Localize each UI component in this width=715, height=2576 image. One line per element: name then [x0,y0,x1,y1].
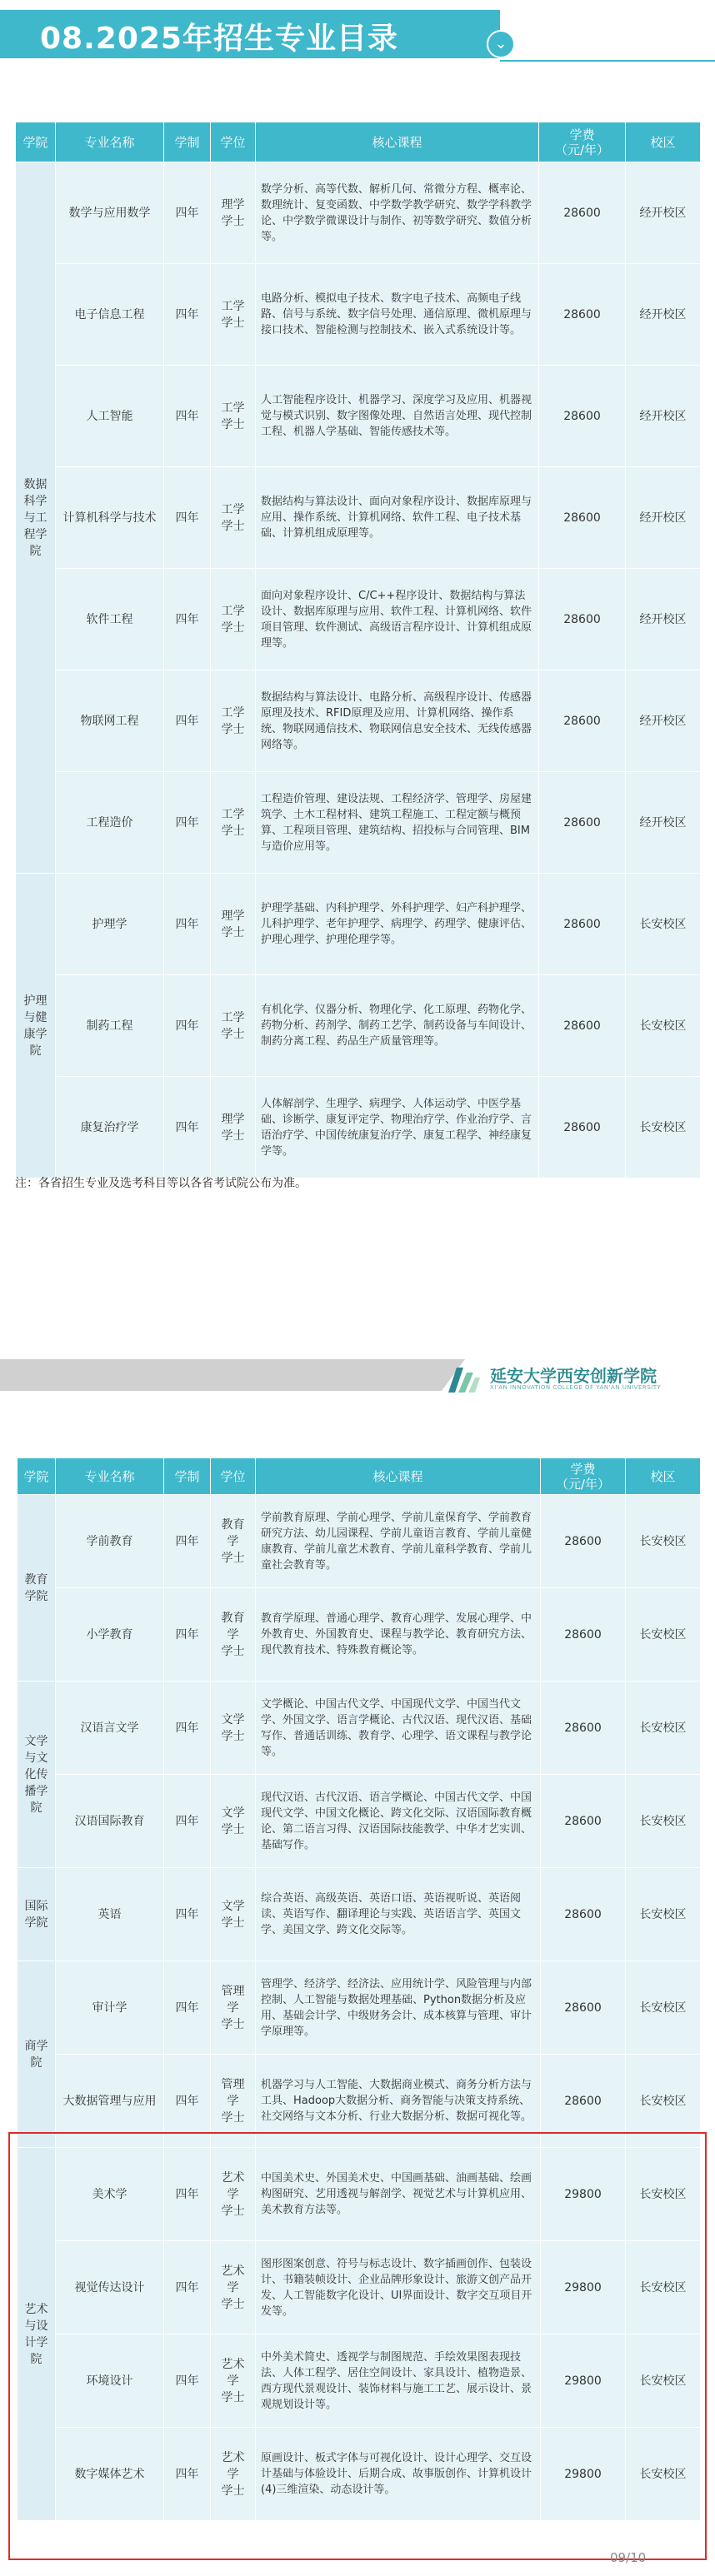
degree-cell: 艺术学 学士 [211,2148,256,2241]
campus-cell: 经开校区 [626,772,701,874]
header-degree: 学位 [211,122,256,162]
duration-cell: 四年 [164,1495,211,1588]
duration-cell: 四年 [164,874,211,975]
degree-cell: 理学 学士 [211,162,256,264]
degree-cell: 艺术学 学士 [211,2428,256,2521]
table-row [16,264,701,366]
core-courses-cell: 教育学原理、普通心理学、教育心理学、发展心理学、中外教育史、外国教育史、课程与教学论、教育研究方法、现代教育技术、特殊教育概论等。 [256,1588,541,1682]
fee-cell: 28600 [541,1775,626,1868]
chevron-down-icon: ⌄ [487,30,515,58]
college-cell: 教育学院 [18,1495,56,1682]
campus-cell: 长安校区 [626,1077,701,1178]
table-row [18,1961,701,2055]
duration-cell: 四年 [164,1775,211,1868]
duration-cell: 四年 [164,2148,211,2241]
fee-cell: 28600 [541,1868,626,1961]
header-major: 专业名称 [56,1458,164,1495]
header-duration: 学制 [164,1458,211,1495]
college-cell: 商学院 [18,1961,56,2148]
major-cell: 人工智能 [56,366,164,467]
campus-cell: 长安校区 [626,1868,701,1961]
fee-cell: 29800 [541,2334,626,2428]
fee-cell: 28600 [539,1077,626,1178]
logo-text: 延安大学西安创新学院 [490,1366,657,1386]
core-courses-cell: 管理学、经济学、经济法、应用统计学、风险管理与内部控制、人工智能与数据处理基础、Python数据分析及应用、基础会计学、中级财务会计、成本核算与管理、审计学原理等。 [256,1961,541,2055]
degree-cell: 理学 学士 [211,1077,256,1178]
campus-cell: 长安校区 [626,1775,701,1868]
major-cell: 计算机科学与技术 [56,467,164,569]
college-cell: 文学与文化传播学院 [18,1682,56,1868]
fee-cell: 29800 [541,2428,626,2521]
degree-cell: 工学 学士 [211,670,256,772]
campus-cell: 长安校区 [626,2055,701,2148]
duration-cell: 四年 [164,1961,211,2055]
major-cell: 视觉传达设计 [56,2241,164,2334]
table-row [16,670,701,772]
table-row [18,1495,701,1588]
fee-cell: 28600 [539,670,626,772]
highlight-box [8,2132,707,2560]
core-courses-cell: 学前教育原理、学前心理学、学前儿童保育学、学前教育研究方法、幼儿园课程、学前儿童语言教育、学前儿童健康教育、学前儿童艺术教育、学前儿童科学教育、学前儿童社会教育等。 [256,1495,541,1588]
header-core: 核心课程 [256,122,539,162]
fee-cell: 28600 [541,2055,626,2148]
fee-cell: 28600 [541,1682,626,1775]
core-courses-cell: 中国美术史、外国美术史、中国画基础、油画基础、绘画构图研究、艺用透视与解剖学、视觉艺术与计算机应用、美术教育方法等。 [256,2148,541,2241]
major-cell: 美术学 [56,2148,164,2241]
table-row [16,366,701,467]
major-cell: 制药工程 [56,975,164,1077]
table-row [16,1077,701,1178]
campus-cell: 经开校区 [626,467,701,569]
page-number: 09/10 [610,2550,647,2565]
major-cell: 审计学 [56,1961,164,2055]
major-cell: 数字媒体艺术 [56,2428,164,2521]
header-campus: 校区 [626,1458,701,1495]
fee-cell: 28600 [539,467,626,569]
core-courses-cell: 电路分析、模拟电子技术、数字电子技术、高频电子线路、信号与系统、数字信号处理、通信原理、微机原理与接口技术、智能检测与控制技术、嵌入式系统设计等。 [256,264,539,366]
core-courses-cell: 图形图案创意、符号与标志设计、数字插画创作、包装设计、书籍装帧设计、企业品牌形象设计、旅游文创产品开发、人工智能数字化设计、UI界面设计、数字交互项目开发等。 [256,2241,541,2334]
header-core: 核心课程 [256,1458,541,1495]
duration-cell: 四年 [164,467,211,569]
campus-cell: 长安校区 [626,2241,701,2334]
header-fee: 学费 （元/年） [541,1458,626,1495]
major-cell: 小学教育 [56,1588,164,1682]
header-college: 学院 [18,1458,56,1495]
fee-cell: 28600 [541,1961,626,2055]
duration-cell: 四年 [164,1682,211,1775]
core-courses-cell: 数据结构与算法设计、电路分析、高级程序设计、传感器原理及技术、RFID原理及应用、计算机网络、操作系统、物联网通信技术、物联网信息安全技术、无线传感器网络等。 [256,670,539,772]
header-rule [500,60,715,62]
degree-cell: 教育学 学士 [211,1588,256,1682]
campus-cell: 经开校区 [626,264,701,366]
logo-mark-icon [447,1364,480,1394]
campus-cell: 经开校区 [626,366,701,467]
table-row [16,569,701,670]
header-fee: 学费 （元/年） [539,122,626,162]
header-campus: 校区 [626,122,701,162]
duration-cell: 四年 [164,2428,211,2521]
college-logo [447,1361,697,1398]
campus-cell: 长安校区 [626,1588,701,1682]
duration-cell: 四年 [164,2055,211,2148]
college-cell: 数据科学与工程学院 [16,162,56,874]
core-courses-cell: 文学概论、中国古代文学、中国现代文学、中国当代文学、外国文学、语言学概论、古代汉语、现代汉语、基础写作、普通话训练、教育学、心理学、语文课程与教学论等。 [256,1682,541,1775]
core-courses-cell: 原画设计、板式字体与可视化设计、设计心理学、交互设计基础与体验设计、后期合成、故事版创作、计算机设计(4)三维渲染、动态设计等。 [256,2428,541,2521]
fee-cell: 29800 [541,2241,626,2334]
campus-cell: 长安校区 [626,2334,701,2428]
degree-cell: 工学 学士 [211,569,256,670]
major-cell: 汉语国际教育 [56,1775,164,1868]
table-row [16,975,701,1077]
campus-cell: 长安校区 [626,2148,701,2241]
table-row [16,874,701,975]
major-cell: 英语 [56,1868,164,1961]
duration-cell: 四年 [164,366,211,467]
core-courses-cell: 工程造价管理、建设法规、工程经济学、管理学、房屋建筑学、土木工程材料、建筑工程施工、工程定额与概预算、工程项目管理、建筑结构、招投标与合同管理、BIM与造价应用等。 [256,772,539,874]
fee-cell: 28600 [539,975,626,1077]
campus-cell: 经开校区 [626,569,701,670]
table-row [18,1868,701,1961]
footnote: 注：各省招生专业及选考科目等以各省考试院公布为准。 [15,1177,307,1190]
degree-cell: 工学 学士 [211,467,256,569]
duration-cell: 四年 [164,2241,211,2334]
major-cell: 护理学 [56,874,164,975]
fee-cell: 28600 [541,1495,626,1588]
degree-cell: 教育学 学士 [211,1495,256,1588]
major-cell: 工程造价 [56,772,164,874]
fee-cell: 28600 [539,264,626,366]
header-major: 专业名称 [56,122,164,162]
core-courses-cell: 面向对象程序设计、C/C++程序设计、数据结构与算法设计、数据库原理与应用、软件工程、计算机网络、软件项目管理、软件测试、高级语言程序设计、计算机组成原理等。 [256,569,539,670]
core-courses-cell: 综合英语、高级英语、英语口语、英语视听说、英语阅读、英语写作、翻译理论与实践、英语语言学、英国文学、美国文学、跨文化交际等。 [256,1868,541,1961]
degree-cell: 管理学 学士 [211,2055,256,2148]
campus-cell: 经开校区 [626,162,701,264]
duration-cell: 四年 [164,1077,211,1178]
duration-cell: 四年 [164,670,211,772]
major-cell: 汉语言文学 [56,1682,164,1775]
duration-cell: 四年 [164,1588,211,1682]
major-cell: 软件工程 [56,569,164,670]
campus-cell: 长安校区 [626,1682,701,1775]
fee-cell: 28600 [539,569,626,670]
degree-cell: 理学 学士 [211,874,256,975]
page-header [0,0,715,67]
major-cell: 物联网工程 [56,670,164,772]
duration-cell: 四年 [164,975,211,1077]
duration-cell: 四年 [164,772,211,874]
major-cell: 数学与应用数学 [56,162,164,264]
core-courses-cell: 现代汉语、古代汉语、语言学概论、中国古代文学、中国现代文学、中国文化概论、跨文化交际、汉语国际教育概论、第二语言习得、汉语国际技能教学、中华才艺实训、基础写作。 [256,1775,541,1868]
fee-cell: 28600 [539,772,626,874]
core-courses-cell: 人工智能程序设计、机器学习、深度学习及应用、机器视觉与模式识别、数字图像处理、自然语言处理、现代控制工程、机器人学基础、智能传感技术等。 [256,366,539,467]
core-courses-cell: 人体解剖学、生理学、病理学、人体运动学、中医学基础、诊断学、康复评定学、物理治疗学、作业治疗学、言语治疗学、中国传统康复治疗学、康复工程学、神经康复学等。 [256,1077,539,1178]
fee-cell: 28600 [539,162,626,264]
degree-cell: 艺术学 学士 [211,2334,256,2428]
duration-cell: 四年 [164,569,211,670]
table-header-row [18,1458,701,1495]
fee-cell: 29800 [541,2148,626,2241]
logo-subtext: XI'AN INNOVATION COLLEGE OF YAN'AN UNIVERSITY [490,1384,662,1391]
core-courses-cell: 数学分析、高等代数、解析几何、常微分方程、概率论、数理统计、复变函数、中学数学教学研究、数学学科教学论、中学数学微课设计与制作、初等数学研究、数值分析等。 [256,162,539,264]
fee-cell: 28600 [539,874,626,975]
admissions-table-1 [15,122,701,1178]
header-degree: 学位 [211,1458,256,1495]
degree-cell: 工学 学士 [211,772,256,874]
degree-cell: 工学 学士 [211,264,256,366]
degree-cell: 文学 学士 [211,1775,256,1868]
header-college: 学院 [16,122,56,162]
table-row [18,1588,701,1682]
degree-cell: 文学 学士 [211,1868,256,1961]
fee-cell: 28600 [539,366,626,467]
major-cell: 学前教育 [56,1495,164,1588]
major-cell: 电子信息工程 [56,264,164,366]
campus-cell: 经开校区 [626,670,701,772]
table-row [16,467,701,569]
campus-cell: 长安校区 [626,975,701,1077]
core-courses-cell: 有机化学、仪器分析、物理化学、化工原理、药物化学、药物分析、药剂学、制药工艺学、制药设备与车间设计、制药分离工程、药品生产质量管理等。 [256,975,539,1077]
degree-cell: 艺术学 学士 [211,2241,256,2334]
section-divider [0,1359,442,1391]
page-title: 08.2025年招生专业目录 [40,22,398,56]
core-courses-cell: 数据结构与算法设计、面向对象程序设计、数据库原理与应用、操作系统、计算机网络、软件工程、电子技术基础、计算机组成原理等。 [256,467,539,569]
core-courses-cell: 中外美术简史、透视学与制图规范、手绘效果图表现技法、人体工程学、居住空间设计、家具设计、植物造景、西方现代景观设计、装饰材料与施工工艺、展示设计、景观规划设计等。 [256,2334,541,2428]
degree-cell: 工学 学士 [211,366,256,467]
duration-cell: 四年 [164,2334,211,2428]
degree-cell: 工学 学士 [211,975,256,1077]
core-courses-cell: 护理学基础、内科护理学、外科护理学、妇产科护理学、儿科护理学、老年护理学、病理学、药理学、健康评估、护理心理学、护理伦理学等。 [256,874,539,975]
duration-cell: 四年 [164,162,211,264]
campus-cell: 长安校区 [626,1495,701,1588]
table-row [18,1775,701,1868]
campus-cell: 长安校区 [626,1961,701,2055]
campus-cell: 长安校区 [626,2428,701,2521]
fee-cell: 28600 [541,1588,626,1682]
duration-cell: 四年 [164,1868,211,1961]
table-header-row [16,122,701,162]
core-courses-cell: 机器学习与人工智能、大数据商业模式、商务分析方法与工具、Hadoop大数据分析、商务智能与决策支持系统、社交网络与文本分析、行业大数据分析、数据可视化等。 [256,2055,541,2148]
table-row [16,162,701,264]
college-cell: 护理与健康学院 [16,874,56,1178]
duration-cell: 四年 [164,264,211,366]
degree-cell: 管理学 学士 [211,1961,256,2055]
table-row [18,1682,701,1775]
major-cell: 环境设计 [56,2334,164,2428]
header-duration: 学制 [164,122,211,162]
campus-cell: 长安校区 [626,874,701,975]
degree-cell: 文学 学士 [211,1682,256,1775]
college-cell: 国际学院 [18,1868,56,1961]
college-cell: 艺术与设计学院 [18,2148,56,2521]
major-cell: 大数据管理与应用 [56,2055,164,2148]
major-cell: 康复治疗学 [56,1077,164,1178]
table-row [16,772,701,874]
